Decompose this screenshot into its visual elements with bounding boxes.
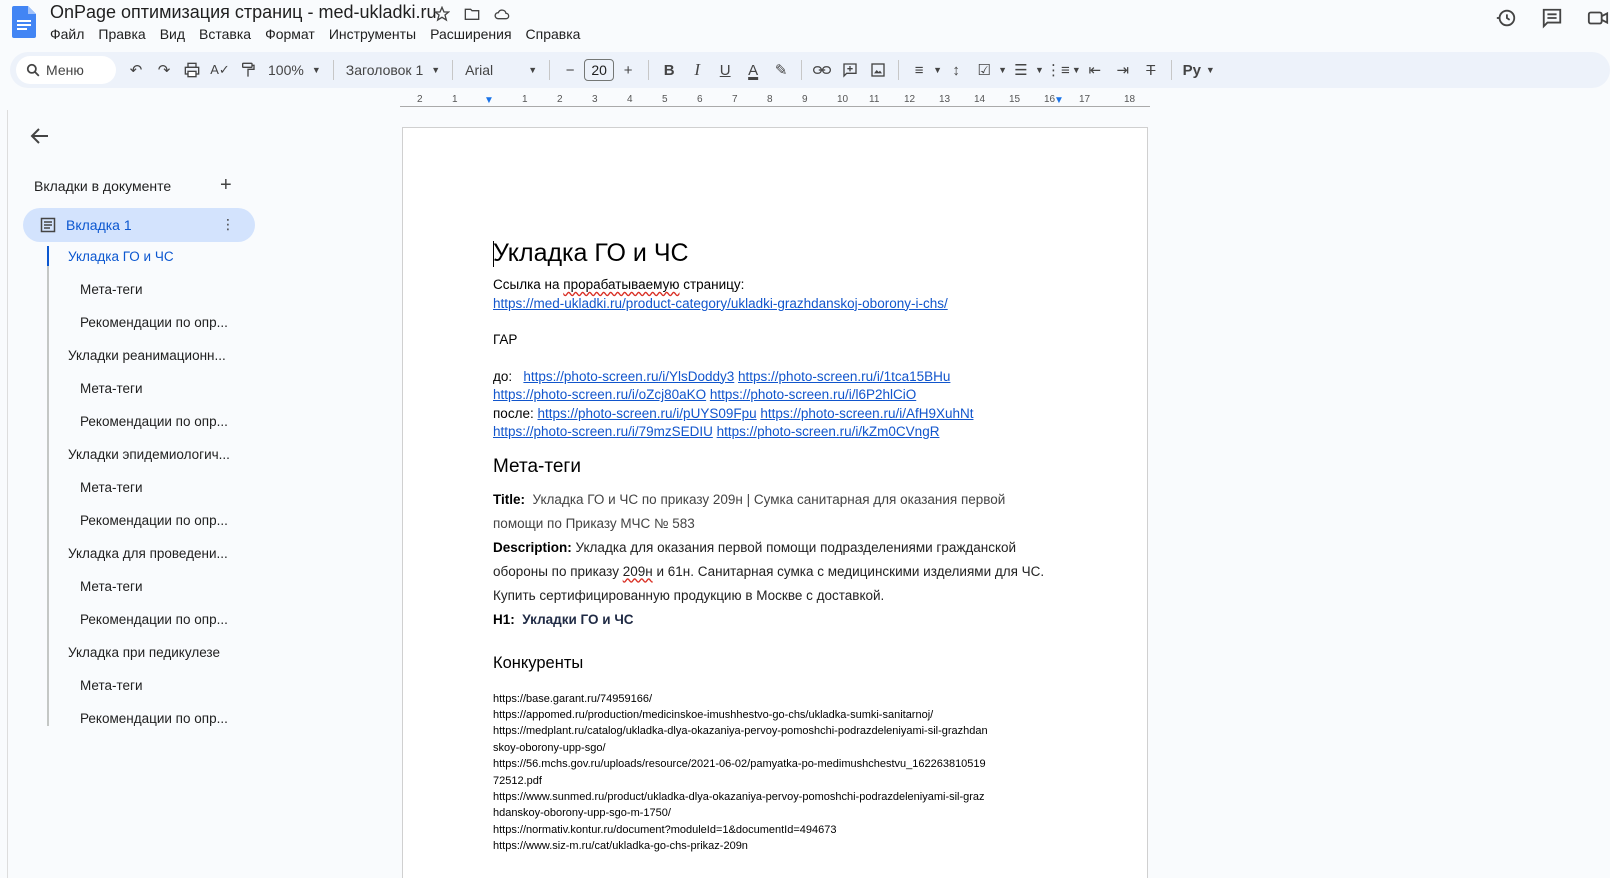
before-links (493, 368, 1053, 405)
ruler-tick: 17 (1079, 94, 1091, 105)
heading-competitors: Конкуренты (493, 653, 584, 672)
meta-description (493, 536, 1053, 608)
font-value: Arial (465, 62, 494, 78)
menu-search-label: Меню (46, 62, 84, 78)
outline-item[interactable]: Рекомендации по опр... (80, 612, 228, 627)
ruler-tick: 7 (732, 94, 738, 105)
ruler-tick: 5 (662, 94, 668, 105)
chevron-down-icon[interactable]: ▼ (998, 65, 1007, 75)
tab-label: Вкладка 1 (66, 217, 132, 233)
font-size-input[interactable]: 20 (584, 59, 614, 81)
version-history-icon[interactable] (1494, 6, 1518, 30)
outline-item[interactable]: Укладки эпидемиологич... (68, 447, 230, 462)
star-icon[interactable] (432, 4, 452, 24)
h1-value: Укладки ГО и ЧС (522, 611, 634, 627)
gar-label: ГАР (493, 332, 518, 347)
ruler-tick: 14 (974, 94, 986, 105)
back-arrow-icon[interactable] (28, 124, 52, 148)
zoom-value: 100% (268, 62, 304, 78)
description-value: обороны по приказу (493, 563, 623, 579)
toolbar-divider (648, 60, 649, 80)
search-icon (26, 63, 40, 77)
document-body[interactable] (493, 238, 1053, 855)
intro-text-c: страницу: (679, 277, 745, 292)
menu-extensions[interactable]: Расширения (430, 26, 512, 42)
outline-item[interactable]: Мета-теги (80, 579, 143, 594)
competitor-line: https://56.mchs.gov.ru/uploads/resource/2021-06-02/pamyatka-po-medimushchestvu_162263810519 (493, 758, 986, 771)
competitor-line: https://normativ.kontur.ru/document?moduleId=1&documentId=494673 (493, 823, 837, 836)
screenshot-link[interactable]: https://photo-screen.ru/i/pUYS09Fpu (537, 405, 757, 421)
horizontal-ruler[interactable] (400, 94, 1150, 110)
more-options-icon[interactable]: ⋮ (221, 216, 235, 232)
menu-insert[interactable]: Вставка (199, 26, 252, 42)
left-indent-marker-icon[interactable]: ▼ (484, 95, 494, 106)
bold-icon[interactable]: B (663, 61, 675, 79)
competitor-line: https://base.garant.ru/74959166/ (493, 692, 653, 705)
ruler-tick: 9 (802, 94, 808, 105)
heading-meta-tags: Мета-теги (493, 455, 581, 477)
clear-formatting-icon[interactable]: T (1146, 61, 1156, 79)
menu-file[interactable]: Файл (50, 26, 85, 42)
increase-font-size-button[interactable]: + (623, 61, 633, 79)
screenshot-link[interactable]: https://photo-screen.ru/i/79mzSEDIU (493, 424, 713, 439)
undo-icon[interactable]: ↶ (129, 62, 143, 79)
spacer (493, 313, 1053, 331)
screenshot-link[interactable]: https://photo-screen.ru/i/AfH9XuhNt (760, 405, 974, 421)
chevron-down-icon[interactable]: ▼ (933, 65, 943, 75)
print-icon[interactable] (178, 56, 206, 84)
ruler-tick: 4 (627, 94, 633, 105)
competitor-line: https://appomed.ru/production/medicinskoe-imushhestvo-go-chs/ukladka-sumki-sanitarnoj/ (493, 708, 934, 721)
meta-h1 (493, 608, 1053, 632)
toolbar (10, 52, 1610, 88)
chevron-down-icon[interactable]: ▼ (1205, 65, 1215, 75)
move-folder-icon[interactable] (462, 4, 482, 24)
numbered-list-icon[interactable]: ⋮≡ (1046, 62, 1070, 79)
ruler-tick: 10 (837, 94, 849, 105)
after-links (493, 405, 1053, 442)
page-url-link[interactable]: https://med-ukladki.ru/product-category/ukladki-grazhdanskoj-oborony-i-chs/ (493, 295, 948, 311)
toolbar-divider (898, 60, 899, 80)
outline-item[interactable]: Мета-теги (80, 381, 143, 396)
menu-help[interactable]: Справка (525, 26, 581, 42)
outline-item[interactable]: Рекомендации по опр... (80, 414, 228, 429)
increase-indent-icon[interactable]: ⇥ (1116, 62, 1130, 79)
title-value-cont: помощи по Приказу МЧС № 583 (493, 515, 695, 531)
heading-1[interactable] (493, 238, 1053, 268)
competitor-line: hdanskoy-oborony-upp-sgo-m-1750/ (493, 807, 671, 820)
description-label: Description: (493, 539, 572, 555)
competitor-line: https://www.siz-m.ru/cat/ukladka-go-chs-prikaz-209n (493, 840, 748, 853)
menu-bar (50, 26, 587, 42)
outline-item[interactable]: Рекомендации по опр... (80, 513, 228, 528)
menu-format[interactable]: Формат (265, 26, 315, 42)
menu-tools[interactable]: Инструменты (328, 26, 417, 42)
competitor-line: https://medplant.ru/catalog/ukladka-dlya-okazaniya-pervoy-pomoshchi-podrazdeleniyami-sil-grazhdan (493, 725, 988, 738)
ruler-tick: 2 (417, 94, 423, 105)
decrease-font-size-button[interactable]: − (565, 61, 575, 79)
after-label: после: (493, 405, 534, 421)
ruler-tick: 1 (452, 94, 458, 105)
ruler-tick: 13 (939, 94, 951, 105)
ruler-tick: 15 (1009, 94, 1021, 105)
underline-icon[interactable]: U (719, 61, 731, 79)
ruler-tick: 18 (1124, 94, 1136, 105)
toolbar-divider (333, 60, 334, 80)
style-value: Заголовок 1 (345, 62, 424, 78)
zoom-dropdown[interactable] (262, 62, 327, 78)
description-value: и 61н. Санитарная сумка с медицинскими изделиями для ЧС. (652, 563, 1045, 579)
screenshot-link[interactable]: https://photo-screen.ru/i/kZm0CVngR (716, 424, 940, 439)
description-value: 209н (622, 563, 653, 579)
ruler-tick: 11 (869, 94, 880, 105)
ruler-tick: 1 (522, 94, 528, 105)
outline-item[interactable]: Мета-теги (80, 282, 143, 297)
decrease-indent-icon[interactable]: ⇤ (1088, 62, 1102, 79)
intro-text-b: прорабатываемую (563, 277, 680, 292)
menu-edit[interactable]: Правка (98, 26, 146, 42)
ruler-tick: 6 (697, 94, 703, 105)
ruler-tick: 8 (767, 94, 773, 105)
chevron-down-icon: ▼ (311, 65, 321, 75)
vertical-ruler[interactable] (0, 110, 8, 878)
outline-item[interactable]: Мета-теги (80, 480, 143, 495)
tab-1[interactable] (23, 208, 255, 242)
bulleted-list-icon[interactable]: ☰ (1014, 62, 1028, 79)
paint-format-icon[interactable] (234, 56, 262, 84)
highlight-icon[interactable]: ✎ (774, 62, 788, 79)
competitor-line: skoy-oborony-upp-sgo/ (493, 741, 606, 754)
screenshot-link[interactable]: https://photo-screen.ru/i/oZcj80aKO (493, 387, 707, 402)
chevron-down-icon[interactable]: ▼ (1071, 65, 1081, 75)
outline-active-bar (47, 246, 49, 266)
toolbar-divider (1171, 60, 1172, 80)
outline-item[interactable]: Укладка для проведени... (68, 546, 228, 561)
title-bar (0, 0, 1610, 48)
screenshot-link[interactable]: https://photo-screen.ru/i/1tca15BHu (738, 368, 951, 384)
before-label: до: (493, 368, 513, 384)
outline-item[interactable]: Укладка ГО и ЧС (68, 249, 174, 264)
spacer (493, 350, 1053, 368)
heading-text: Укладка ГО и ЧС (493, 239, 689, 267)
redo-icon[interactable]: ↷ (157, 62, 171, 79)
meet-icon[interactable] (1586, 6, 1610, 30)
checklist-icon[interactable]: ☑ (977, 62, 991, 79)
outline-item[interactable]: Мета-теги (80, 678, 143, 693)
chevron-down-icon: ▼ (431, 65, 441, 75)
insert-image-icon[interactable] (864, 56, 892, 84)
chevron-down-icon: ▼ (528, 65, 538, 75)
add-tab-button[interactable]: + (220, 174, 232, 196)
docs-logo-icon[interactable] (12, 6, 36, 38)
document-tab-icon (40, 217, 56, 233)
toolbar-divider (801, 60, 802, 80)
spellcheck-icon[interactable]: A✓ (210, 62, 230, 77)
style-dropdown[interactable] (340, 62, 446, 78)
input-tools-icon[interactable]: Pу (1182, 61, 1202, 79)
font-dropdown[interactable] (459, 62, 543, 78)
outline-bar (47, 266, 49, 726)
align-left-icon[interactable]: ≡ (914, 61, 924, 79)
menu-search[interactable] (16, 56, 116, 84)
cloud-status-icon[interactable] (492, 4, 512, 24)
title-value: Укладка ГО и ЧС по приказу 209н | Сумка санитарная для оказания первой (532, 491, 1006, 507)
outline-item[interactable]: Рекомендации по опр... (80, 315, 228, 330)
meta-title (493, 488, 1053, 536)
ruler-tick: 12 (904, 94, 916, 105)
add-comment-icon[interactable] (836, 56, 864, 84)
h1-label: H1: (493, 611, 515, 627)
ruler-tick: 16 (1044, 94, 1056, 105)
ruler-baseline (400, 106, 1150, 107)
right-indent-marker-icon[interactable]: ▼ (1054, 95, 1064, 106)
outline-item[interactable]: Рекомендации по опр... (80, 711, 228, 726)
line-spacing-icon[interactable]: ↕ (952, 61, 960, 79)
competitor-line: https://www.sunmed.ru/product/ukladka-dlya-okazaniya-pervoy-pomoshchi-podrazdeleniyami-sil-graz (493, 790, 985, 803)
ruler-tick: 2 (557, 94, 563, 105)
toolbar-divider (452, 60, 453, 80)
tabs-heading: Вкладки в документе (34, 178, 172, 194)
outline-item[interactable]: Укладка при педикулезе (68, 645, 220, 660)
description-value: Купить сертифицированную продукцию в Москве с доставкой. (493, 587, 885, 603)
chevron-down-icon[interactable]: ▼ (1035, 65, 1044, 75)
text-color-icon[interactable]: A (748, 61, 759, 79)
screenshot-link[interactable]: https://photo-screen.ru/i/YlsDoddy3 (523, 368, 735, 384)
competitor-line: 72512.pdf (493, 774, 542, 787)
screenshot-link[interactable]: https://photo-screen.ru/i/l6P2hlCiO (709, 387, 917, 402)
ruler-tick: 3 (592, 94, 598, 105)
description-value: Укладка для оказания первой помощи подразделениями гражданской (575, 539, 1017, 555)
outline-item[interactable]: Укладки реанимационн... (68, 348, 226, 363)
insert-link-icon[interactable] (808, 56, 836, 84)
document-page[interactable] (402, 127, 1148, 878)
page-link-intro (493, 276, 1053, 295)
document-title[interactable]: OnPage оптимизация страниц - med-ukladki.ru (50, 2, 437, 22)
title-label: Title: (493, 491, 526, 507)
toolbar-divider (549, 60, 550, 80)
comments-icon[interactable] (1540, 6, 1564, 30)
italic-icon[interactable]: I (694, 60, 700, 79)
intro-text-a: Ссылка на (493, 277, 564, 292)
menu-view[interactable]: Вид (159, 26, 186, 42)
